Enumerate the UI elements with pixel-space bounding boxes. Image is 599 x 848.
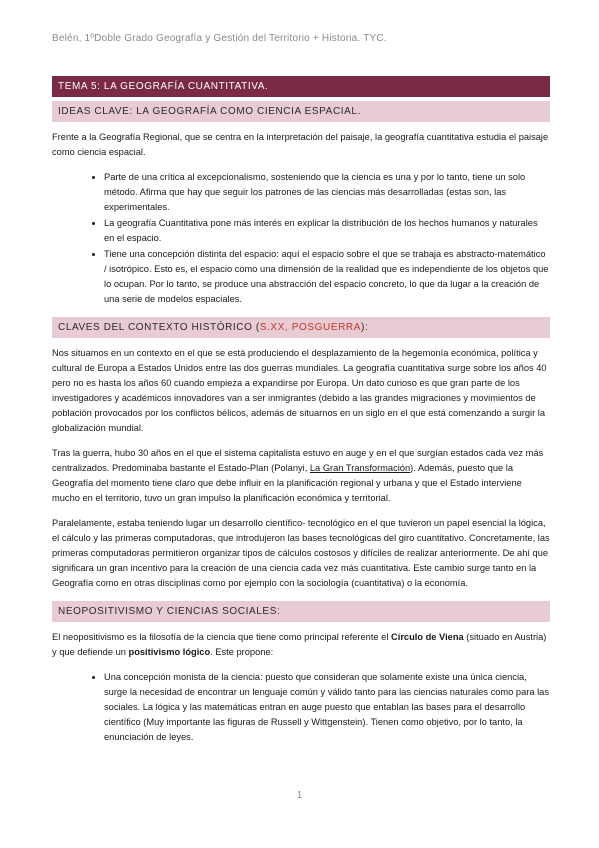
document-header: Belén, 1ºDoble Grado Geografía y Gestión del Territorio + Historia. TYC.: [52, 33, 387, 44]
book-title: La Gran Transformación: [309, 463, 411, 473]
bullet-list: [52, 670, 550, 745]
page-number: 1: [296, 790, 303, 801]
heading-text: CLAVES DEL CONTEXTO HISTÓRICO (: [58, 322, 260, 333]
heading-text: ):: [361, 322, 369, 333]
paragraph: Nos situamos en un contexto en el que se está produciendo el desplazamiento de la hegemonía económica, política y cultural de Europa a Estados Unidos entre las dos guerras mundiales. La geografía cuantitativa surge sobre los años 40 pero no es hasta los años 60 cuando empieza a expandirse por Europa. Un dato curioso es que gran parte de los investigadores y académicos innovadores van a ser inmigrantes (debido a las grandes migraciones y movimientos de población provocados por los conflictos bélicos, además de situarnos en un siglo en el que está comenzando a surgir la globalización mundial.: [52, 348, 547, 433]
paragraph: [52, 630, 550, 660]
bullet-list: [52, 170, 550, 307]
document-title: TEMA 5: LA GEOGRAFÍA CUANTITATIVA.: [52, 76, 550, 97]
paragraph: Paralelamente, estaba teniendo lugar un desarrollo científico- tecnológico en el que tuvieron un papel esencial la lógica, el cálculo y las primeras computadoras, que introdujeron las bases tecnológicas del giro cuantitativo. Concretamente, las primeras computadoras permitieron organizar tipos de cálculos costosos y difíciles de realizar anteriormente. De ahí que significara un gran incentivo para la creación de una ciencia cada vez más cuantitativa. Este cambio surge tanto en la Geografía como en otras disciplinas como por ejemplo con la sociología (cuantitativa) o la economía.: [52, 518, 550, 588]
list-item: • La geografía Cuantitativa pone más interés en explicar la distribución de los hechos humanos y naturales en el espacio.: [104, 216, 550, 246]
paragraph: [52, 446, 550, 506]
list-item: • Tiene una concepción distinta del espacio: aquí el espacio sobre el que se trabaja es abstracto-matemático / isotrópico. Esto es, el espacio como una dimensión de la realidad que es independiente de los objetos que lo ocupan. Por lo tanto, se produce una abstracción del espacio concreto, lo que da lugar a la creación de una serie de modelos espaciales.: [104, 247, 550, 307]
list-item: • Parte de una crítica al excepcionalismo, sosteniendo que la ciencia es una y por lo tanto, tiene un solo método. Afirma que hay que seguir los patrones de las ciencias más desarrolladas (estas son, las experimentales.: [104, 170, 550, 215]
text-run: (situado en Austria) y que defiende un: [52, 632, 547, 657]
section-heading-contexto-historico: [52, 317, 550, 338]
text-run: El neopositivismo es la filosofía de la ciencia que tiene como principal referente el: [52, 632, 392, 642]
heading-highlight: S.XX, POSGUERRA: [259, 322, 362, 333]
bold-term: positivismo lógico: [128, 647, 211, 657]
paragraph: Frente a la Geografía Regional, que se centra en la interpretación del paisaje, la geografía cuantitativa estudia el paisaje como ciencia espacial.: [52, 132, 549, 157]
list-item: • Una concepción monista de la ciencia: puesto que consideran que solamente existe una única ciencia, surge la necesidad de encontrar un lenguaje común y válido tanto para las ciencias naturales como para las sociales. La lógica y las matemáticas entran en auge puesto que entablan las bases para el desarrollo científico (Muy importante las figuras de Russell y Wittgenstein). Tienen como objetivo, por lo tanto, la enunciación de leyes.: [104, 670, 550, 745]
section-heading-neopositivismo: NEOPOSITIVISMO Y CIENCIAS SOCIALES:: [52, 601, 550, 622]
document-body: [52, 76, 550, 755]
text-run: . Este propone:: [210, 647, 274, 657]
section-heading-ideas-clave: IDEAS CLAVE: LA GEOGRAFÍA COMO CIENCIA ESPACIAL.: [52, 101, 550, 122]
text-run: Tras la guerra, hubo 30 años en el que el sistema capitalista estuvo en auge y en el que surgían estados cada vez más centralizados. Predominaba bastante el Estado-Plan (Polanyi,: [52, 448, 544, 473]
bold-term: Círculo de Viena: [391, 632, 464, 642]
text-run: ). Además, puesto que la Geografía del momento tiene claro que debe influir en la planificación regional y urbana y que el Estado interviene mucho en el territorio, tuvo un gran impulso la planificación económica y territorial.: [52, 463, 522, 503]
